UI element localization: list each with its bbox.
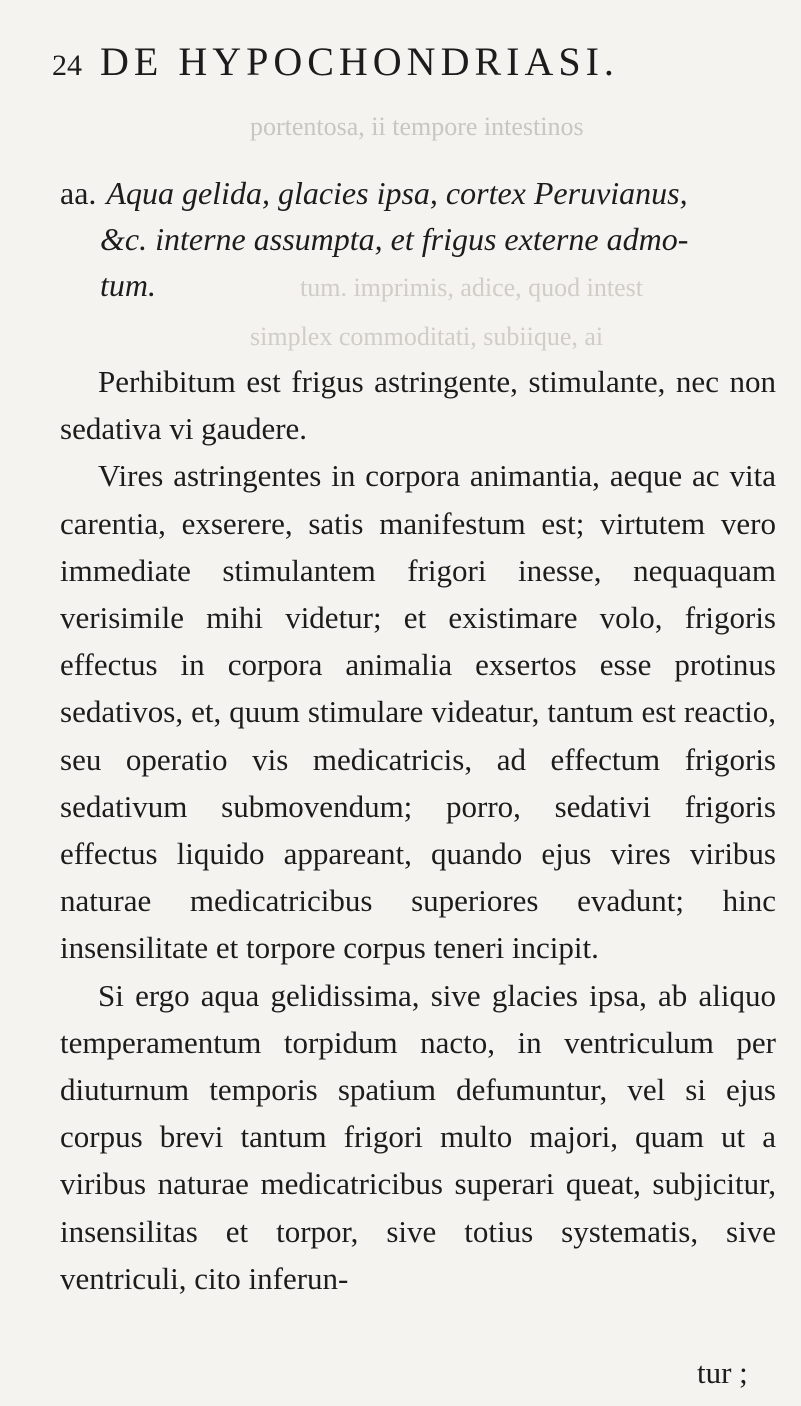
bleed-through-text: portentosa, ii tempore intestinos <box>250 112 584 141</box>
main-text <box>60 358 776 1302</box>
paragraph: Perhibitum est frigus astringente, stimulante, nec non sedativa vi gaudere. <box>60 364 776 447</box>
aphorism-heading <box>60 170 775 216</box>
page-number: 24 <box>52 49 82 82</box>
running-header <box>52 38 619 85</box>
aphorism-tag: aa. <box>60 175 97 211</box>
aphorism-line-1: Aqua gelida, glacies ipsa, cortex Peruvianus, <box>106 175 688 211</box>
catchword: tur ; <box>697 1355 748 1390</box>
paragraph: Vires astringentes in corpora animantia, aeque ac vita carentia, exserere, satis manifestum est; virtutem vero immediate stimulantem frigori inesse, nequaquam verisimile mihi videtur; et existimare volo, frigoris effectus in corpora animalia exsertos esse protinus sedativos, et, quum stimulare videatur, tantum est reactio, seu operatio vis medicatricis, ad effectum frigoris sedativum submovendum; porro, sedativi frigoris effectus liquido appareant, quando ejus vires viribus naturae medicatricibus superiores evadunt; hinc insensilitate et torpore corpus teneri incipit. <box>60 458 776 966</box>
aphorism-line-2: &c. interne assumpta, et frigus externe admo- <box>100 221 689 257</box>
bleed-through-text: tum. imprimis, adice, quod intest <box>300 273 644 302</box>
aphorism-line-3: tum. <box>100 267 156 303</box>
bleed-through-text: simplex commoditati, subiique, ai <box>250 322 604 351</box>
paragraph: Si ergo aqua gelidissima, sive glacies ipsa, ab aliquo temperamentum torpidum nacto, in ventriculum per diuturnum temporis spatium defumuntur, vel si ejus corpus brevi tantum frigori multo majori, quam ut a viribus naturae medicatricibus superari queat, subjicitur, insensilitas et torpor, sive totius systematis, sive ventriculi, cito inferun- <box>60 977 776 1296</box>
page-title: DE HYPOCHONDRIASI. <box>100 39 619 84</box>
